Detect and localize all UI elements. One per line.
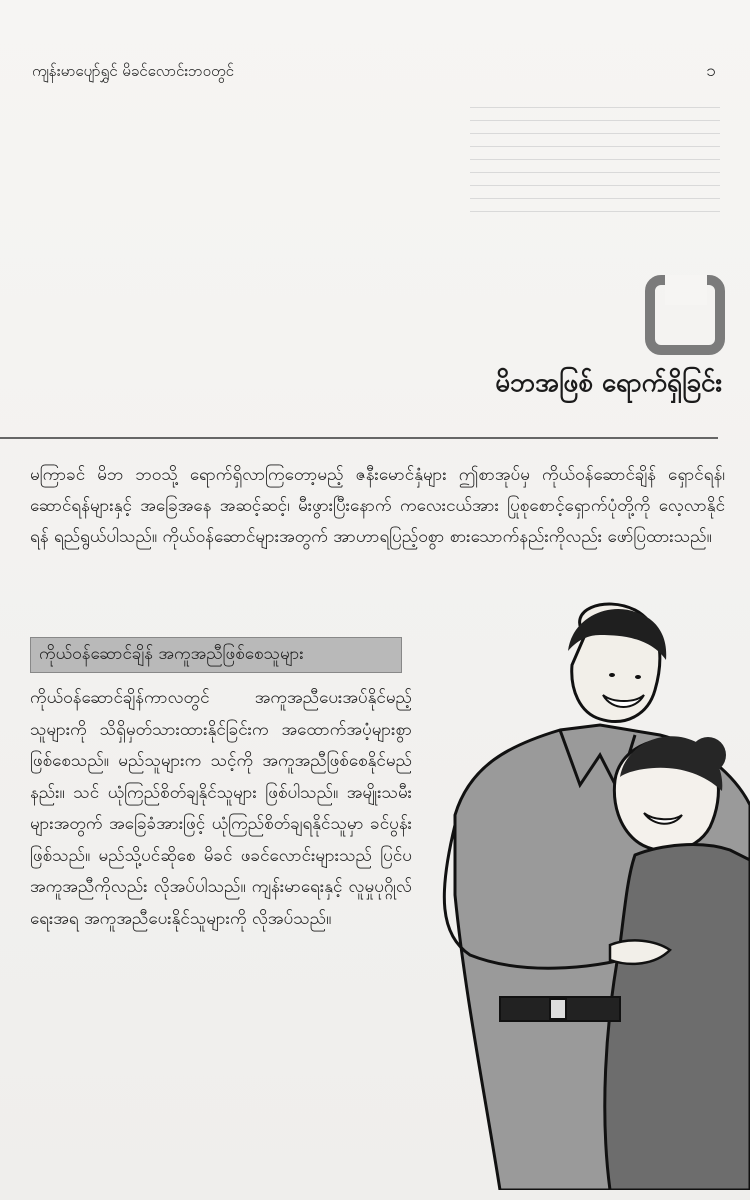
intro-paragraph: မကြာခင် မိဘ ဘဝသို့ ရောက်ရှိလာကြတော့မည့် ဇနီးမောင်နှံများ ဤစာအုပ်မှ ကိုယ်ဝန်ဆောင်ချိန် ရှောင်ရန်၊ ဆောင်ရန်များနှင့် အခြေအနေ အဆင့်ဆင့်၊ မီးဖွားပြီးနောက် ကလေးငယ်အား ပြုစုစောင့်ရှောက်ပုံတို့ကို လေ့လာနိုင်ရန် ရည်ရွယ်ပါသည်။ ကိုယ်ဝန်ဆောင်များအတွက် အာဟာရပြည့်ဝစွာ စားသောက်နည်းကိုလည်း ဖော်ပြထားသည်။ [30, 465, 725, 547]
running-head: ကျန်းမာပျော်ရွှင် မိခင်လောင်းဘဝတွင် [32, 62, 234, 80]
chapter-title: မိဘအဖြစ် ရောက်ရှိခြင်း [495, 368, 722, 398]
show-through-text [470, 95, 720, 224]
chapter-number-graphic [645, 275, 725, 355]
section-heading: ကိုယ်ဝန်ဆောင်ချိန် အကူအညီဖြစ်စေသူများ [30, 637, 402, 673]
page-number: ၁ [706, 61, 716, 81]
chapter-rule [0, 437, 718, 439]
section-body: ကိုယ်ဝန်ဆောင်ချိန်ကာလတွင် အကူအညီပေးအပ်နိုင်မည့်သူများကို သိရှိမှတ်သားထားနိုင်ခြင်းက အထောက်အပံ့များစွာ ဖြစ်စေသည်။ မည်သူများက သင့်ကို အကူအညီဖြစ်စေနိုင်မည်နည်း။ သင် ယုံကြည်စိတ်ချနိုင်သူများ ဖြစ်ပါသည်။ အမျိုးသမီးများအတွက် အခြေခံအားဖြင့် ယုံကြည်စိတ်ချရနိုင်သူမှာ ခင်ပွန်းဖြစ်သည်။ မည်သို့ပင်ဆိုစေ မိခင် ဖခင်လောင်းများသည် ပြင်ပ အကူအညီကိုလည်း လိုအပ်ပါသည်။ ကျန်းမာရေးနှင့် လူမှုပုဂ္ဂိုလ်ရေးအရ အကူအညီပေးနိုင်သူများကို လိုအပ်သည်။ [30, 688, 412, 929]
couple-embrace-illustration [430, 595, 750, 1190]
